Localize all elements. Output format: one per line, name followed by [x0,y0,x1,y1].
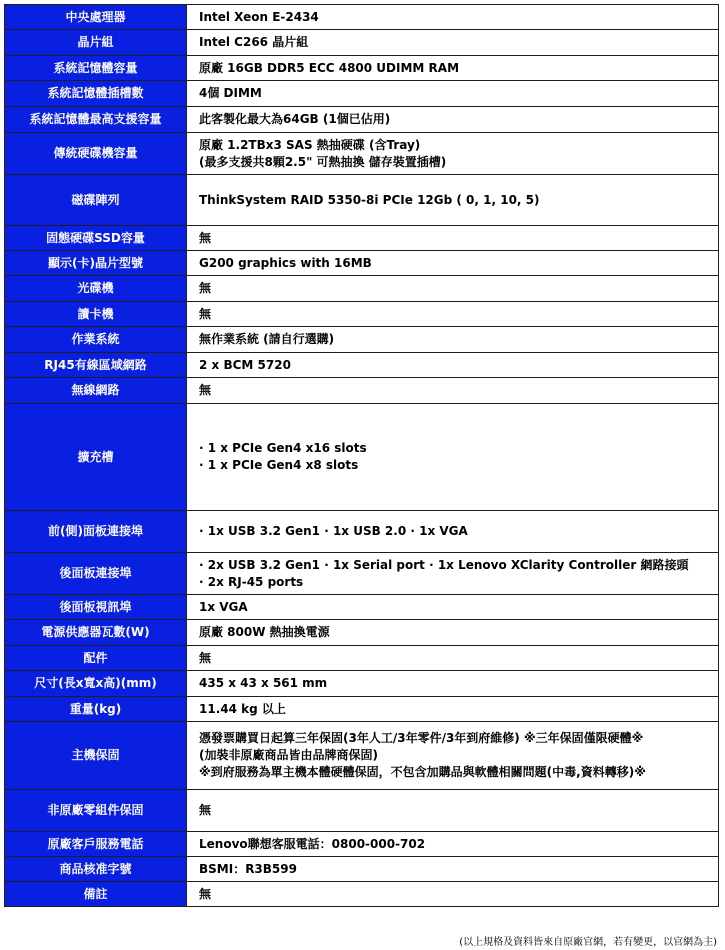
spec-value-line: 無 [199,886,212,901]
spec-value [187,404,719,511]
spec-value-line: 原廠 16GB DDR5 ECC 4800 UDIMM RAM [199,60,460,75]
spec-label: 後面板連接埠 [5,553,187,595]
spec-label: 傳統硬碟機容量 [5,133,187,175]
spec-row [5,30,719,56]
spec-value-line: 無 [199,650,212,665]
spec-row [5,553,719,595]
spec-value-line: · 1x USB 3.2 Gen1 · 1x USB 2.0 · 1x VGA [199,524,468,538]
spec-value-line: 無 [199,281,212,295]
spec-value-line: Intel Xeon E-2434 [199,9,319,24]
spec-value [187,302,719,327]
spec-value [187,175,719,226]
spec-label: 備註 [5,882,187,907]
spec-row [5,81,719,107]
spec-value-line: 無 [199,230,212,245]
spec-label: 主機保固 [5,722,187,790]
spec-value-line: · 2x USB 3.2 Gen1 · 1x Serial port · 1x Lenovo XClarity Controller 網路接頭 [199,557,689,572]
spec-row [5,302,719,327]
spec-table-body [5,5,719,907]
spec-label: 非原廠零組件保固 [5,790,187,832]
spec-value-line: · 2x RJ-45 ports [199,574,304,589]
spec-row [5,378,719,404]
spec-value-line: 無 [199,383,212,397]
spec-row [5,276,719,302]
spec-value-line: 原廠 1.2TBx3 SAS 熱抽硬碟 (含Tray) [199,137,421,152]
spec-value [187,790,719,832]
spec-value [187,646,719,671]
spec-label: 原廠客戶服務電話 [5,832,187,857]
spec-label: 磁碟陣列 [5,175,187,226]
spec-value-line: 2 x BCM 5720 [199,357,291,372]
spec-label: 前(側)面板連接埠 [5,511,187,553]
spec-label: 配件 [5,646,187,671]
spec-label: 無線網路 [5,378,187,404]
spec-value-line: 1x VGA [199,599,248,614]
spec-value-line: ※到府服務為單主機本體硬體保固，不包含加購品與軟體相關問題(中毒,資料轉移)※ [199,765,646,779]
spec-value-line: ThinkSystem RAID 5350-8i PCIe 12Gb ( 0, 1, 10, 5) [199,192,540,207]
spec-row [5,404,719,511]
spec-value [187,832,719,857]
spec-row [5,175,719,226]
spec-row [5,620,719,646]
spec-value [187,5,719,30]
spec-row [5,251,719,276]
spec-value-line: · 1 x PCIe Gen4 x8 slots [199,458,359,472]
footnote: (以上規格及資料皆來自原廠官網，若有變更，以官網為主) [459,937,717,948]
spec-value [187,327,719,353]
spec-row [5,133,719,175]
spec-value [187,378,719,404]
spec-value-line: 原廠 800W 熱抽換電源 [199,625,330,639]
spec-value [187,276,719,302]
spec-label: RJ45有線區域網路 [5,353,187,378]
spec-row [5,790,719,832]
spec-label: 後面板視訊埠 [5,595,187,620]
spec-row [5,511,719,553]
spec-value-line: BSMI：R3B599 [199,861,297,876]
spec-label: 作業系統 [5,327,187,353]
spec-value-line: 憑發票購買日起算三年保固(3年人工/3年零件/3年到府維修) ※三年保固僅限硬體※ [199,731,644,745]
spec-value-line: Lenovo聯想客服電話：0800-000-702 [199,836,426,851]
spec-value [187,722,719,790]
spec-value-line: 11.44 kg 以上 [199,701,286,716]
spec-value [187,511,719,553]
spec-label: 固態硬碟SSD容量 [5,226,187,251]
spec-value-line: (加裝非原廠商品皆由品牌商保固) [199,748,378,762]
spec-label: 尺寸(長x寬x高)(mm) [5,671,187,697]
spec-value-line: G200 graphics with 16MB [199,255,372,270]
spec-value [187,882,719,907]
spec-value [187,133,719,175]
spec-row [5,646,719,671]
spec-row [5,226,719,251]
spec-value-line: 435 x 43 x 561 mm [199,676,328,690]
spec-value [187,30,719,56]
spec-value [187,107,719,133]
spec-label: 讀卡機 [5,302,187,327]
spec-value-line: 無 [199,803,212,817]
spec-row [5,5,719,30]
spec-row [5,671,719,697]
spec-value [187,56,719,81]
spec-label: 系統記憶體容量 [5,56,187,81]
spec-label: 中央處理器 [5,5,187,30]
spec-row [5,327,719,353]
spec-row [5,353,719,378]
spec-value-line: (最多支援共8顆2.5" 可熱抽換 儲存裝置插槽) [199,154,447,169]
spec-row [5,857,719,882]
spec-value [187,697,719,722]
spec-row [5,107,719,133]
spec-value [187,81,719,107]
spec-row [5,595,719,620]
spec-value-line: · 1 x PCIe Gen4 x16 slots [199,441,367,455]
spec-value [187,353,719,378]
spec-value-line: 此客製化最大為64GB (1個已佔用) [199,112,391,126]
spec-value [187,620,719,646]
spec-label: 系統記憶體插槽數 [5,81,187,107]
spec-row [5,697,719,722]
spec-label: 晶片組 [5,30,187,56]
spec-label: 顯示(卡)晶片型號 [5,251,187,276]
spec-value [187,671,719,697]
spec-label: 光碟機 [5,276,187,302]
spec-value-line: Intel C266 晶片組 [199,35,309,49]
spec-value [187,251,719,276]
spec-value [187,857,719,882]
spec-label: 商品核准字號 [5,857,187,882]
spec-row [5,882,719,907]
spec-row [5,722,719,790]
spec-value-line: 4個 DIMM [199,86,262,100]
spec-label: 擴充槽 [5,404,187,511]
spec-label: 系統記憶體最高支援容量 [5,107,187,133]
spec-label: 重量(kg) [5,697,187,722]
spec-row [5,832,719,857]
spec-value-line: 無 [199,306,212,321]
spec-table [4,4,719,907]
spec-value [187,226,719,251]
spec-value [187,553,719,595]
spec-label: 電源供應器瓦數(W) [5,620,187,646]
spec-value-line: 無作業系統 (請自行選購) [199,332,335,346]
spec-row [5,56,719,81]
spec-value [187,595,719,620]
